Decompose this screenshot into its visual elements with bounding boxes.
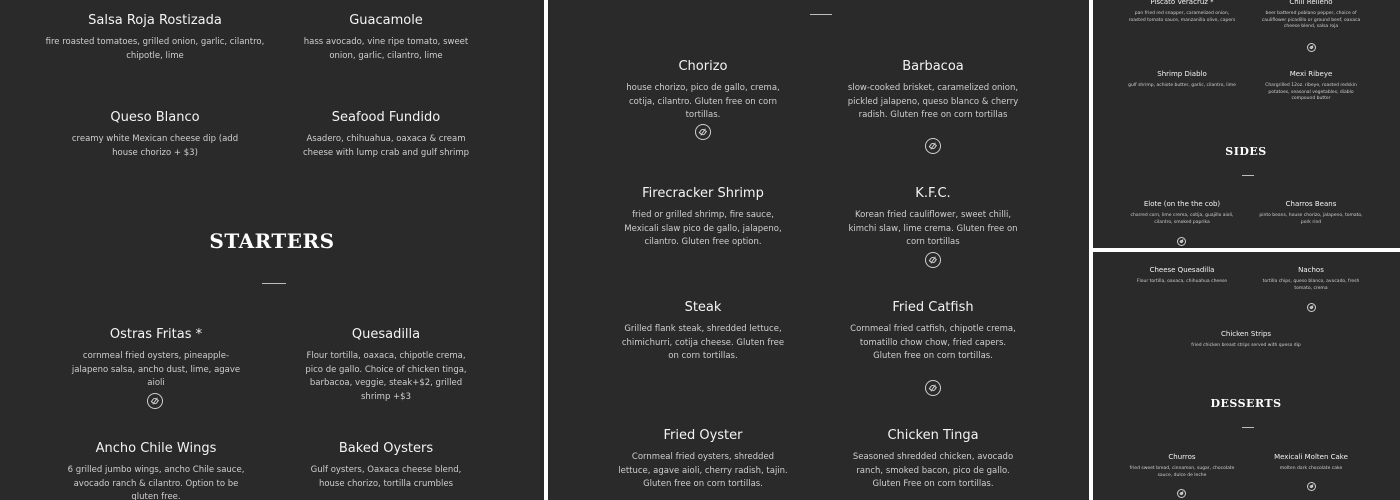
menu-item <box>618 300 788 364</box>
item-name: Quesadilla <box>351 327 421 342</box>
menu-item <box>66 441 246 500</box>
item-name: Chili Relleno <box>1289 0 1333 6</box>
gluten-free-icon <box>1307 43 1316 52</box>
gluten-free-icon <box>147 393 163 409</box>
section-divider <box>1242 427 1254 428</box>
gluten-free-icon <box>695 124 711 140</box>
menu-item <box>1128 453 1236 479</box>
menu-item <box>1257 453 1365 473</box>
menu-item <box>1191 330 1301 350</box>
item-description: gulf shrimp, achiote butter, garlic, cilantro, lime <box>1128 83 1236 88</box>
item-name: Queso Blanco <box>110 110 200 125</box>
menu-item <box>1257 266 1365 292</box>
menu-item <box>66 110 244 160</box>
menu-item <box>1128 70 1236 90</box>
menu-panel-kids-desserts <box>1093 252 1400 500</box>
item-description: beer battered poblano pepper, choice of cauliflower picadillo or ground beef, oaxaca cheese blend, salsa roja <box>1261 11 1361 29</box>
item-description: Chargrilled 12oz. ribeye, roasted redskin potatoes, seasonal vegetables, diablo compound butter <box>1265 83 1357 101</box>
gluten-free-icon <box>925 380 941 396</box>
section-heading: STARTERS <box>209 229 335 253</box>
item-description: pinto beans, house chorizo, jalapeno, tomato, pork rind <box>1259 213 1363 225</box>
item-description: Seasoned shredded chicken, avocado ranch, smoked bacon, pico de gallo. Gluten Free on corn tortillas. <box>852 452 1014 489</box>
item-name: Cheese Quesadilla <box>1149 266 1215 274</box>
gluten-free-icon <box>1307 482 1316 491</box>
menu-item <box>298 13 474 63</box>
item-name: Piscato Veracruz * <box>1150 0 1214 6</box>
item-description: house chorizo, pico de gallo, crema, cotija, cilantro. Gluten free on corn tortillas. <box>626 83 780 120</box>
item-name: Shrimp Diablo <box>1157 70 1207 78</box>
section-heading: SIDES <box>1225 145 1267 158</box>
menu-panel-entrees-sides <box>1093 0 1400 248</box>
item-description: fried or grilled shrimp, fire sauce, Mexicali slaw pico de gallo, jalapeno, cilantro. Gluten free option. <box>624 210 782 247</box>
item-description: molten dark chocolate cake <box>1279 466 1343 471</box>
menu-item <box>618 186 788 250</box>
section-divider <box>262 283 286 284</box>
menu-item <box>66 327 246 391</box>
item-description: slow-cooked brisket, caramelized onion, pickled jalapeno, queso blanco & cherry radish. Gluten free on corn tortillas <box>847 83 1019 120</box>
menu-item <box>846 428 1020 492</box>
item-name: Elote (on the the cob) <box>1143 200 1221 208</box>
item-name: Guacamole <box>349 13 423 28</box>
item-name: Fried Catfish <box>892 300 974 315</box>
item-name: Charros Beans <box>1285 200 1337 208</box>
section-divider <box>810 14 832 15</box>
item-description: Grilled flank steak, shredded lettuce, chimichurri, cotija cheese. Gluten free on corn tortillas. <box>621 324 785 361</box>
item-description: Flour tortilla, oaxaca, chihuahua cheese <box>1136 279 1228 284</box>
menu-item <box>1128 200 1236 226</box>
item-description: pan fried red snapper, caramelized onion, roasted tomato sauce, manzanilla olive, capers <box>1128 11 1236 23</box>
item-name: Salsa Roja Rostizada <box>88 13 222 28</box>
item-name: Nachos <box>1298 266 1324 274</box>
item-description: tortilla chips, queso blanco, avocado, fresh tomato, crema <box>1262 279 1360 291</box>
item-name: Ancho Chile Wings <box>95 441 217 456</box>
item-description: hass avocado, vine ripe tomato, sweet onion, garlic, cilantro, lime <box>303 37 469 61</box>
gluten-free-icon <box>1177 237 1186 246</box>
menu-item <box>1128 266 1236 286</box>
item-name: Baked Oysters <box>338 441 434 456</box>
menu-item <box>846 59 1020 123</box>
item-name: Seafood Fundido <box>331 110 441 125</box>
item-name: Fried Oyster <box>663 428 743 443</box>
item-name: Ostras Fritas * <box>109 327 203 342</box>
item-name: Chicken Strips <box>1221 330 1271 338</box>
section-heading: DESSERTS <box>1210 397 1282 410</box>
item-description: charred corn, lime crema, cotija, guajillo aioli, cilantro, smoked paprika <box>1130 213 1234 225</box>
item-description: Asadero, chihuahua, oaxaca & cream cheese with lump crab and gulf shrimp <box>302 134 470 158</box>
menu-item <box>1128 0 1236 24</box>
menu-item <box>618 59 788 123</box>
gluten-free-icon <box>925 252 941 268</box>
menu-item <box>298 327 474 404</box>
item-description: Flour tortilla, oaxaca, chipotle crema, pico de gallo. Choice of chicken tinga, barbacoa, veggie, steak+$2, grilled shrimp +$3 <box>305 351 467 402</box>
gluten-free-icon <box>1307 303 1316 312</box>
menu-item <box>1257 70 1365 103</box>
item-name: Churros <box>1168 453 1196 461</box>
item-description: creamy white Mexican cheese dip (add house chorizo + $3) <box>71 134 239 158</box>
item-name: Mexicali Molten Cake <box>1274 453 1348 461</box>
item-name: Steak <box>684 300 722 315</box>
menu-item <box>846 300 1020 364</box>
menu-panel-appetizers <box>0 0 544 500</box>
item-description: Cornmeal fried oysters, shredded lettuce, agave aioli, cherry radish, tajin. Gluten free on corn tortillas. <box>618 452 788 489</box>
item-description: Cornmeal fried catfish, chipotle crema, tomatillo chow chow, fried capers. Gluten free on corn tortillas. <box>850 324 1016 361</box>
gluten-free-icon <box>925 138 941 154</box>
item-description: fried sweet bread, cinnamon, sugar, chocolate sauce, dulce de leche <box>1129 466 1235 478</box>
menu-panel-tacos <box>548 0 1089 500</box>
item-description: fire roasted tomatoes, grilled onion, garlic, cilantro, chipotle, lime <box>45 37 265 61</box>
menu-item <box>846 186 1020 250</box>
item-name: Chicken Tinga <box>887 428 979 443</box>
menu-item <box>618 428 788 492</box>
item-description: Korean fried cauliflower, sweet chilli, kimchi slaw, lime crema. Gluten free on corn tortillas <box>848 210 1018 247</box>
menu-item <box>40 13 270 63</box>
item-name: K.F.C. <box>915 186 951 201</box>
item-name: Chorizo <box>678 59 728 74</box>
item-name: Firecracker Shrimp <box>642 186 764 201</box>
item-name: Mexi Ribeye <box>1289 70 1333 78</box>
item-description: cornmeal fried oysters, pineapple-jalapeno salsa, ancho dust, lime, agave aioli <box>71 351 241 388</box>
menu-item <box>298 110 474 160</box>
item-name: Barbacoa <box>902 59 964 74</box>
gluten-free-icon <box>1177 489 1186 498</box>
item-description: Gulf oysters, Oaxaca cheese blend, house chorizo, tortilla crumbles <box>310 465 462 489</box>
section-divider <box>1242 175 1254 176</box>
item-description: fried chicken breast strips served with queso dip <box>1191 343 1301 348</box>
menu-item <box>1257 0 1365 31</box>
menu-item <box>1257 200 1365 226</box>
menu-item <box>298 441 474 491</box>
item-description: 6 grilled jumbo wings, ancho Chile sauce, avocado ranch & cilantro. Option to be gluten free. <box>67 465 245 500</box>
